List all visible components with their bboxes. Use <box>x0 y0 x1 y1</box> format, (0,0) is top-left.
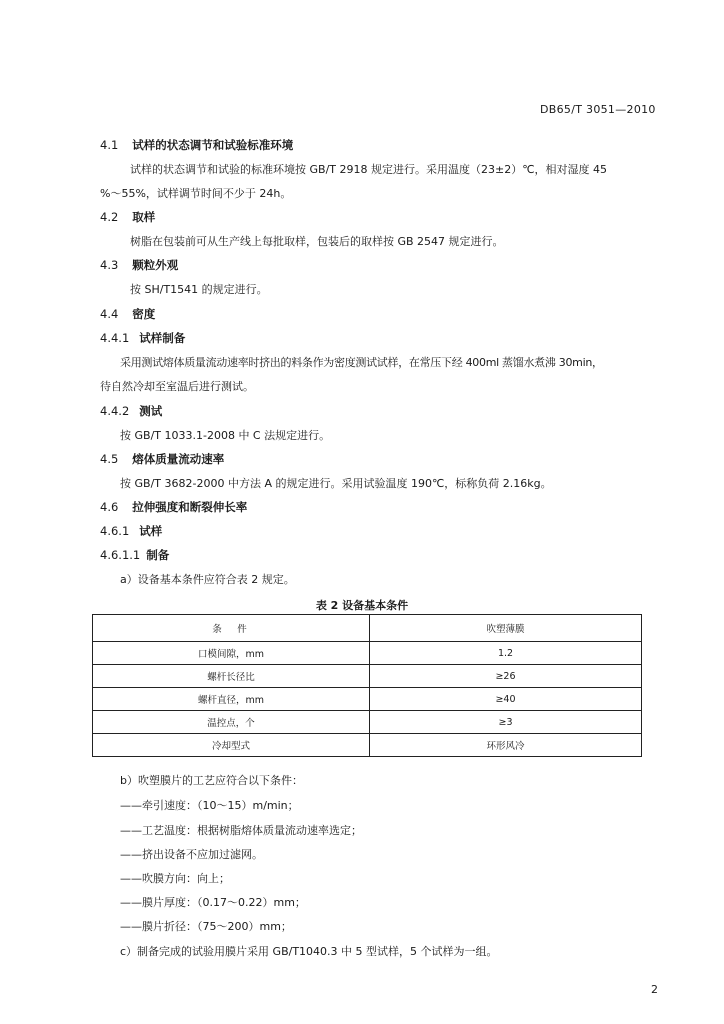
item-c: c）制备完成的试验用膜片采用 GB/T1040.3 中 5 型试样，5 个试样为一组。 <box>120 945 498 958</box>
table-cell: 冷却型式 <box>93 734 370 757</box>
dash-item: ——牵引速度：（10～15）m/min； <box>120 799 299 812</box>
item-b: b）吹塑膜片的工艺应符合以下条件： <box>120 774 303 787</box>
heading-number: 4.5 <box>100 452 119 466</box>
heading-4-3 <box>100 257 178 273</box>
page-number: 2 <box>651 983 658 996</box>
heading-title: 试样 <box>139 524 163 538</box>
heading-title: 颗粒外观 <box>132 258 179 272</box>
dash-item: ——吹膜方向：向上； <box>120 872 230 885</box>
heading-number: 4.4.2 <box>100 404 130 418</box>
table-header-row <box>93 615 642 642</box>
table-cell: 螺杆长径比 <box>93 665 370 688</box>
document-code: DB65/T 3051—2010 <box>540 103 656 116</box>
heading-4-4 <box>100 306 155 322</box>
table-row <box>93 688 642 711</box>
heading-4-6 <box>100 499 247 515</box>
paragraph-4-4-1-line1: 采用测试熔体质量流动速率时挤出的料条作为密度测试试样，在常压下经 400ml 蒸馏水煮沸 30min， <box>120 356 603 369</box>
heading-4-5 <box>100 451 224 467</box>
table-header-cell: 条 件 <box>93 615 370 642</box>
table-row <box>93 642 642 665</box>
heading-number: 4.1 <box>100 138 119 152</box>
table-cell: 温控点，个 <box>93 711 370 734</box>
table-row <box>93 711 642 734</box>
table-cell: ≥40 <box>370 688 642 711</box>
dash-item: ——挤出设备不应加过滤网。 <box>120 848 263 861</box>
heading-number: 4.4 <box>100 307 119 321</box>
table-cell: 环形风冷 <box>370 734 642 757</box>
dash-item: ——膜片厚度：（0.17～0.22）mm； <box>120 896 306 909</box>
heading-title: 试样制备 <box>139 331 186 345</box>
paragraph-4-3: 按 SH/T1541 的规定进行。 <box>130 283 268 296</box>
paragraph-4-4-1-line2: 待自然冷却至室温后进行测试。 <box>100 380 254 393</box>
heading-title: 测试 <box>139 404 163 418</box>
heading-4-2 <box>100 209 155 225</box>
paragraph-4-1-line1: 试样的状态调节和试验的标准环境按 GB/T 2918 规定进行。采用温度（23±2）℃，相对湿度 45 <box>130 163 608 176</box>
heading-4-6-1-1 <box>100 547 169 563</box>
heading-title: 取样 <box>132 210 156 224</box>
table-cell: 1.2 <box>370 642 642 665</box>
table-row <box>93 665 642 688</box>
heading-number: 4.2 <box>100 210 119 224</box>
heading-number: 4.4.1 <box>100 331 130 345</box>
table-caption: 表 2 设备基本条件 <box>315 599 409 612</box>
heading-title: 试样的状态调节和试验标准环境 <box>132 138 294 152</box>
heading-4-1 <box>100 137 293 153</box>
table-cell: 口模间隙，mm <box>93 642 370 665</box>
table-row <box>93 734 642 757</box>
heading-number: 4.6 <box>100 500 119 514</box>
table-header-cell: 吹塑薄膜 <box>370 615 642 642</box>
paragraph-4-1-line2: %～55%，试样调节时间不少于 24h。 <box>100 187 292 200</box>
heading-title: 熔体质量流动速率 <box>132 452 225 466</box>
equipment-conditions-table <box>92 614 642 757</box>
heading-4-4-2 <box>100 403 162 419</box>
dash-item: ——膜片折径：（75～200）mm； <box>120 920 292 933</box>
dash-item: ——工艺温度：根据树脂熔体质量流动速率选定； <box>120 824 362 837</box>
paragraph-4-2: 树脂在包装前可从生产线上每批取样，包装后的取样按 GB 2547 规定进行。 <box>130 235 504 248</box>
table-cell: ≥3 <box>370 711 642 734</box>
heading-title: 密度 <box>132 307 156 321</box>
heading-4-6-1 <box>100 523 162 539</box>
paragraph-4-5: 按 GB/T 3682-2000 中方法 A 的规定进行。采用试验温度 190℃，标称负荷 2.16kg。 <box>120 477 552 490</box>
heading-title: 拉伸强度和断裂伸长率 <box>132 500 248 514</box>
heading-number: 4.6.1.1 <box>100 548 141 562</box>
heading-title: 制备 <box>146 548 170 562</box>
heading-number: 4.6.1 <box>100 524 130 538</box>
table-cell: 螺杆直径，mm <box>93 688 370 711</box>
item-a: a）设备基本条件应符合表 2 规定。 <box>120 573 295 586</box>
paragraph-4-4-2: 按 GB/T 1033.1-2008 中 C 法规定进行。 <box>120 429 331 442</box>
heading-number: 4.3 <box>100 258 119 272</box>
table-cell: ≥26 <box>370 665 642 688</box>
heading-4-4-1 <box>100 330 185 346</box>
